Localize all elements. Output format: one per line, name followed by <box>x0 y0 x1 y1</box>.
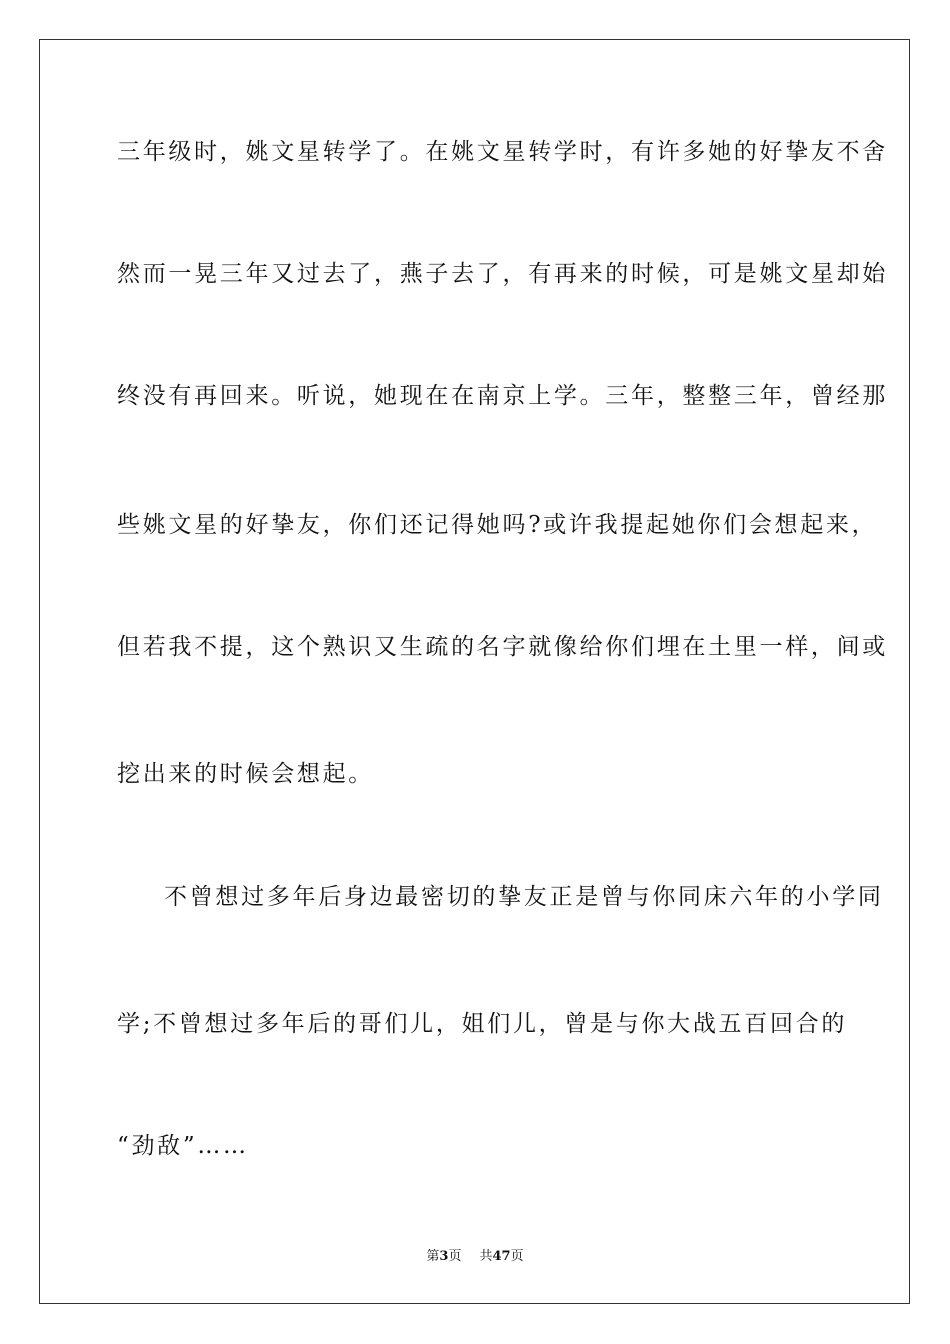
paragraph-line-6: 挖出来的时候会想起。 <box>117 761 374 787</box>
total-prefix: 共 <box>479 1249 493 1264</box>
paragraph-line-8: 学;不曾想过多年后的哥们儿，姐们儿，曾是与你大战五百回合的 <box>117 1011 848 1037</box>
total-unit: 页 <box>510 1249 524 1264</box>
total-pages: 47 <box>492 1249 511 1264</box>
paragraph-line-9: “劲敌”…… <box>117 1133 249 1159</box>
paragraph-line-7: 不曾想过多年后身边最密切的挚友正是曾与你同床六年的小学同 <box>164 884 884 910</box>
paragraph-line-1: 三年级时，姚文星转学了。在姚文星转学时，有许多她的好挚友不舍 <box>117 139 888 165</box>
page-unit: 页 <box>448 1249 462 1264</box>
page-footer <box>0 1248 950 1266</box>
paragraph-line-3: 终没有再回来。听说，她现在在南京上学。三年，整整三年，曾经那 <box>117 383 888 409</box>
paragraph-line-5: 但若我不提，这个熟识又生疏的名字就像给你们埋在土里一样，间或 <box>117 634 888 660</box>
page-number: 3 <box>439 1249 449 1264</box>
page-frame <box>39 39 910 1304</box>
page-prefix: 第 <box>426 1249 440 1264</box>
paragraph-line-2: 然而一晃三年又过去了，燕子去了，有再来的时候，可是姚文星却始 <box>117 261 888 287</box>
paragraph-line-4: 些姚文星的好挚友，你们还记得她吗?或许我提起她你们会想起来， <box>117 512 878 538</box>
